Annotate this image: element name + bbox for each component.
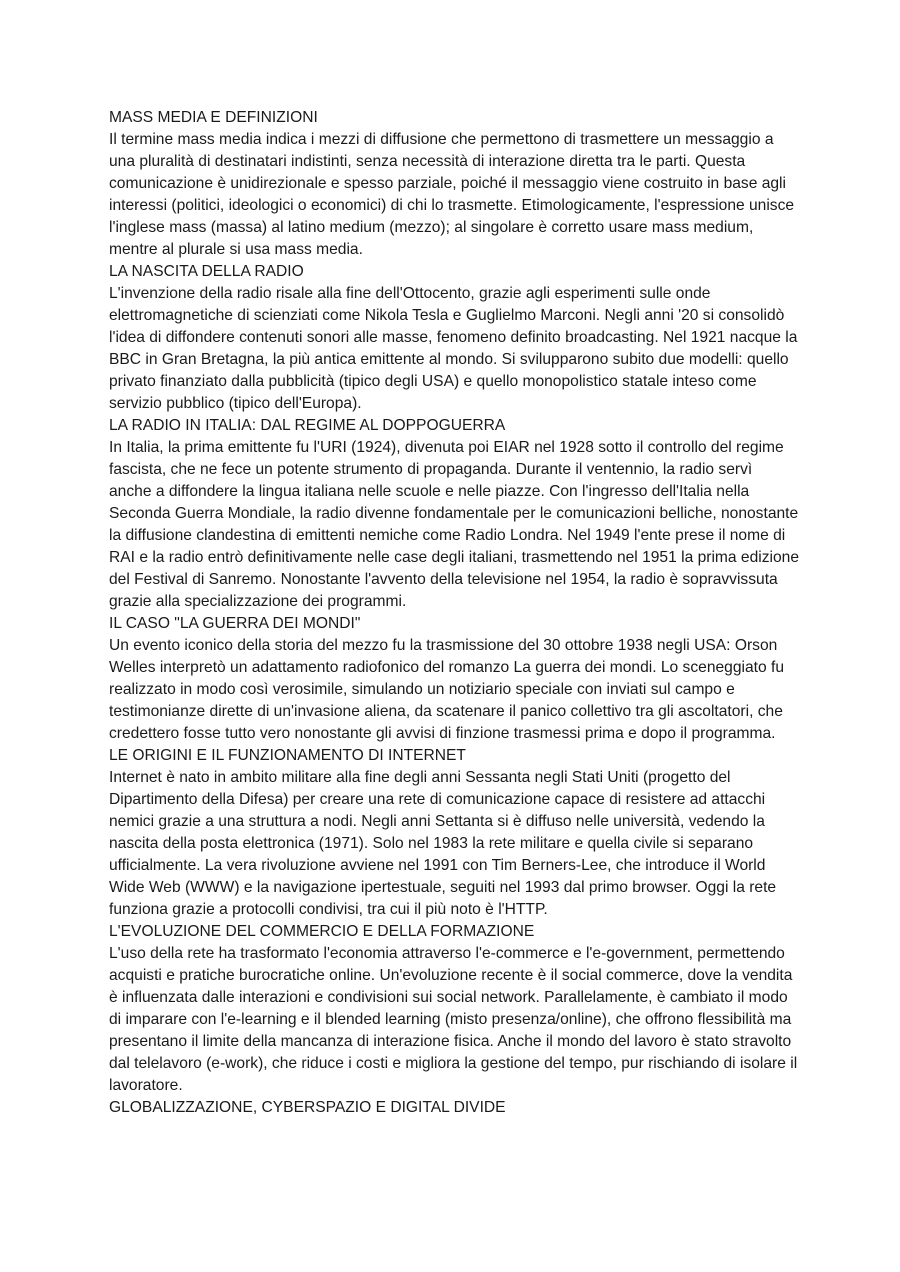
section-heading-nascita-radio: LA NASCITA DELLA RADIO <box>109 263 304 280</box>
section-body-commercio-formazione: L'uso della rete ha trasformato l'economia attraverso l'e-commerce e l'e-government, permettendo acquisti e pratiche burocratiche online. Un'evoluzione recente è il social commerce, dove la vendita è influenzata dalle interazioni e condivisioni sui social network. Parallelamente, è cambiato il modo di imparare con l'e-learning e il blended learning (misto presenza/online), che offrono flessibilità ma presentano il limite della mancanza di interazione fisica. Anche il mondo del lavoro è stato stravolto dal telelavoro (e-work), che riduce i costi e migliora la gestione del tempo, pur rischiando di isolare il lavoratore. <box>109 945 798 1094</box>
section-body-nascita-radio: L'invenzione della radio risale alla fine dell'Ottocento, grazie agli esperimenti sulle onde elettromagnetiche di scienziati come Nikola Tesla e Guglielmo Marconi. Negli anni '20 si consolidò l'idea di diffondere contenuti sonori alle masse, fenomeno definito broadcasting. Nel 1921 nacque la BBC in Gran Bretagna, la più antica emittente al mondo. Si svilupparono subito due modelli: quello privato finanziato dalla pubblicità (tipico degli USA) e quello monopolistico statale inteso come servizio pubblico (tipico dell'Europa). <box>109 285 798 412</box>
section-body-mass-media: Il termine mass media indica i mezzi di diffusione che permettono di trasmettere un messaggio a una pluralità di destinatari indistinti, senza necessità di interazione diretta tra le parti. Questa comunicazione è unidirezionale e spesso parziale, poiché il messaggio viene costruito in base agli interessi (politici, ideologici o economici) di chi lo trasmette. Etimologicamente, l'espressione unisce l'inglese mass (massa) al latino medium (mezzo); al singolare è corretto usare mass medium, mentre al plurale si usa mass media. <box>109 131 795 258</box>
section-heading-internet: LE ORIGINI E IL FUNZIONAMENTO DI INTERNET <box>109 747 466 764</box>
document-page <box>109 107 799 1119</box>
section-heading-mass-media: MASS MEDIA E DEFINIZIONI <box>109 109 318 126</box>
section-heading-commercio-formazione: L'EVOLUZIONE DEL COMMERCIO E DELLA FORMAZIONE <box>109 923 535 940</box>
section-heading-radio-italia: LA RADIO IN ITALIA: DAL REGIME AL DOPPOGUERRA <box>109 417 506 434</box>
section-heading-guerra-dei-mondi: IL CASO "LA GUERRA DEI MONDI" <box>109 615 361 632</box>
section-body-guerra-dei-mondi: Un evento iconico della storia del mezzo fu la trasmissione del 30 ottobre 1938 negli USA: Orson Welles interpretò un adattamento radiofonico del romanzo La guerra dei mondi. Lo sceneggiato fu realizzato in modo così verosimile, simulando un notiziario speciale con inviati sul campo e testimonianze dirette di un'invasione aliena, da scatenare il panico collettivo tra gli ascoltatori, che credettero fosse tutto vero nonostante gli avvisi di finzione trasmessi prima e dopo il programma. <box>109 637 784 742</box>
section-heading-globalizzazione: GLOBALIZZAZIONE, CYBERSPAZIO E DIGITAL DIVIDE <box>109 1099 506 1116</box>
section-body-radio-italia: In Italia, la prima emittente fu l'URI (1924), divenuta poi EIAR nel 1928 sotto il controllo del regime fascista, che ne fece un potente strumento di propaganda. Durante il ventennio, la radio servì anche a diffondere la lingua italiana nelle scuole e nelle piazze. Con l'ingresso dell'Italia nella Seconda Guerra Mondiale, la radio divenne fondamentale per le comunicazioni belliche, nonostante la diffusione clandestina di emittenti nemiche come Radio Londra. Nel 1949 l'ente prese il nome di RAI e la radio entrò definitivamente nelle case degli italiani, trasmettendo nel 1951 la prima edizione del Festival di Sanremo. Nonostante l'avvento della televisione nel 1954, la radio è sopravvissuta grazie alla specializzazione dei programmi. <box>109 439 799 610</box>
section-body-internet: Internet è nato in ambito militare alla fine degli anni Sessanta negli Stati Uniti (progetto del Dipartimento della Difesa) per creare una rete di comunicazione capace di resistere ad attacchi nemici grazie a una struttura a nodi. Negli anni Settanta si è diffuso nelle università, vedendo la nascita della posta elettronica (1971). Solo nel 1983 la rete militare e quella civile si separano ufficialmente. La vera rivoluzione avviene nel 1991 con Tim Berners-Lee, che introduce il World Wide Web (WWW) e la navigazione ipertestuale, seguiti nel 1993 dal primo browser. Oggi la rete funziona grazie a protocolli condivisi, tra cui il più noto è l'HTTP. <box>109 769 777 918</box>
